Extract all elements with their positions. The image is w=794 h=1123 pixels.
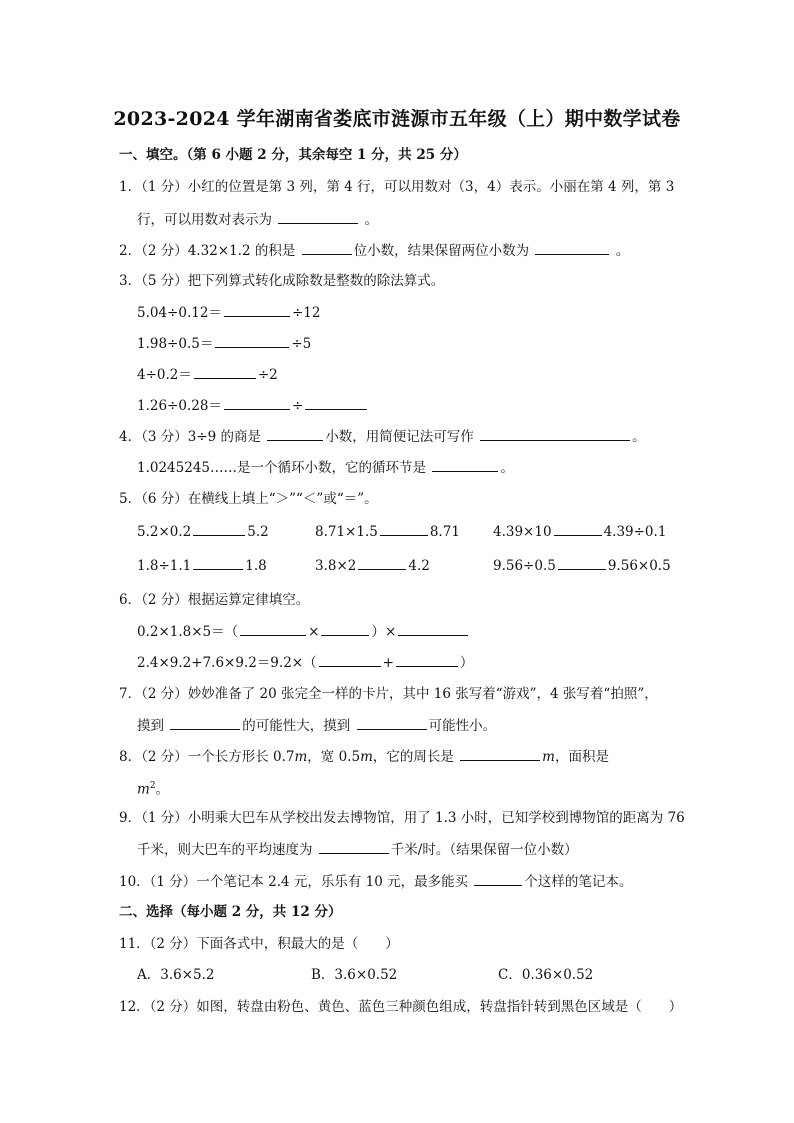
page-title: 2023-2024 学年湖南省娄底市涟源市五年级（上）期中数学试卷: [113, 108, 681, 130]
question-7-line-2: 摸到 的可能性大，摸到 可能性小。: [137, 718, 497, 734]
section-2-heading: 二、选择（每小题 2 分，共 12 分）: [119, 904, 342, 920]
compare-item: 3.8×2 4.2: [315, 558, 430, 574]
answer-blank[interactable]: [193, 556, 243, 570]
answer-blank[interactable]: [215, 334, 289, 348]
question-3a: 5.04÷0.12＝ ÷12: [137, 305, 321, 321]
answer-blank[interactable]: [432, 458, 498, 472]
answer-blank[interactable]: [278, 210, 358, 224]
question-8-line-1: 8．（2 分）一个长方形长 0.7m，宽 0.5m，它的周长是 m，面积是: [119, 749, 609, 765]
option-a[interactable]: A．3.6×5.2: [137, 967, 215, 983]
answer-blank[interactable]: [554, 522, 602, 536]
question-3: 3．（5 分）把下列算式转化成除数是整数的除法算式。: [119, 273, 445, 289]
question-4b: 1.0245245……是一个循环小数，它的循环节是 。: [137, 460, 514, 476]
answer-blank[interactable]: [396, 653, 458, 667]
compare-item: 8.71×1.5 8.71: [315, 524, 460, 540]
question-6b: 2.4×9.2+7.6×9.2＝9.2×（ + ）: [137, 655, 474, 671]
answer-blank[interactable]: [193, 522, 245, 536]
answer-blank[interactable]: [224, 396, 290, 410]
question-9-line-2: 千米，则大巴车的平均速度为 千米/时。（结果保留一位小数）: [137, 842, 578, 858]
question-2: 2．（2 分）4.32×1.2 的积是 位小数，结果保留两位小数为 。: [119, 243, 630, 259]
question-1-line-2: 行，可以用数对表示为 。: [137, 212, 379, 228]
answer-blank[interactable]: [194, 365, 256, 379]
answer-blank[interactable]: [357, 716, 427, 730]
answer-blank[interactable]: [319, 840, 389, 854]
question-3b: 1.98÷0.5＝ ÷5: [137, 336, 312, 352]
question-4: 4．（3 分）3÷9 的商是 小数，用简便记法可写作 。: [119, 429, 646, 445]
question-10: 10．（1 分）一个笔记本 2.4 元，乐乐有 10 元，最多能买 个这样的笔记本。: [119, 874, 633, 890]
answer-blank[interactable]: [480, 427, 630, 441]
question-9-line-1: 9．（1 分）小明乘大巴车从学校出发去博物馆，用了 1.3 小时，已知学校到博物馆的距离为 76: [119, 810, 685, 826]
question-11: 11．（2 分）下面各式中，积最大的是（ ）: [119, 936, 399, 952]
question-12: 12．（2 分）如图，转盘由粉色、黄色、蓝色三种颜色组成，转盘指针转到黑色区域是（ ）: [119, 999, 683, 1015]
option-c[interactable]: C．0.36×0.52: [498, 967, 594, 983]
compare-item: 9.56÷0.5 9.56×0.5: [493, 558, 671, 574]
answer-blank[interactable]: [321, 622, 369, 636]
question-6: 6．（2 分）根据运算定律填空。: [119, 592, 310, 608]
answer-blank[interactable]: [474, 872, 522, 886]
answer-blank[interactable]: [305, 396, 367, 410]
question-7-line-1: 7．（2 分）妙妙准备了 20 张完全一样的卡片，其中 16 张写着“游戏”，4 张写着“拍照”，: [119, 686, 658, 702]
compare-item: 4.39×10 4.39÷0.1: [493, 524, 667, 540]
question-1-line-1: 1．（1 分）小红的位置是第 3 列，第 4 行，可以用数对（3，4）表示。小丽在第 4 列，第 3: [119, 179, 675, 195]
answer-blank[interactable]: [558, 556, 606, 570]
question-8-line-2: $m^2$。: [137, 781, 170, 798]
answer-blank[interactable]: [170, 716, 240, 730]
section-1-heading: 一、填空。（第 6 小题 2 分，其余每空 1 分，共 25 分）: [119, 147, 467, 163]
question-6a: 0.2×1.8×5＝（ × ）×: [137, 622, 470, 641]
question-5: 5．（6 分）在横线上填上“＞”“＜”或“＝”。: [119, 491, 378, 507]
answer-blank[interactable]: [224, 303, 290, 317]
compare-item: 5.2×0.2 5.2: [137, 524, 269, 540]
answer-blank[interactable]: [240, 622, 306, 636]
answer-blank[interactable]: [267, 427, 323, 441]
answer-blank[interactable]: [380, 522, 428, 536]
answer-blank[interactable]: [398, 622, 468, 636]
compare-item: 1.8÷1.1 1.8: [137, 558, 267, 574]
question-3d: 1.26÷0.28＝ ÷: [137, 396, 369, 415]
answer-blank[interactable]: [319, 653, 381, 667]
question-3c: 4÷0.2＝ ÷2: [137, 367, 278, 383]
answer-blank[interactable]: [302, 241, 352, 255]
option-b[interactable]: B．3.6×0.52: [311, 967, 398, 983]
answer-blank[interactable]: [358, 556, 406, 570]
answer-blank[interactable]: [460, 747, 540, 761]
answer-blank[interactable]: [535, 241, 609, 255]
